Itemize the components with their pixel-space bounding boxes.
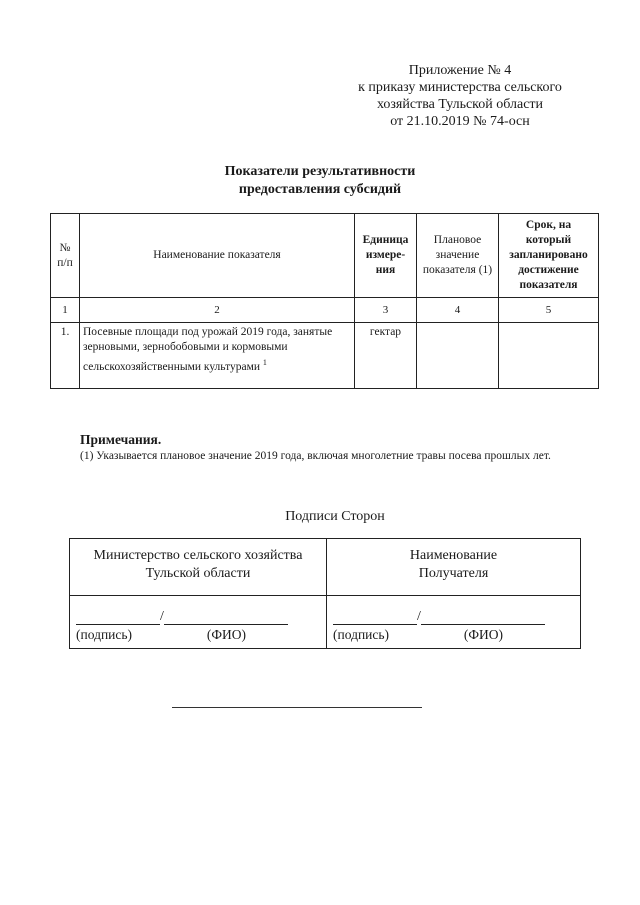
column-number: 1: [51, 298, 80, 323]
appendix-date: от 21.10.2019 № 74-осн: [390, 114, 530, 129]
header-unit: Единица измере-ния: [355, 214, 417, 298]
row-num: 1.: [51, 323, 80, 389]
fio-blank: [421, 608, 545, 625]
parties-row: [70, 539, 581, 596]
header-num: № п/п: [51, 214, 80, 298]
signature-blank: [333, 608, 417, 625]
fio-label: (ФИО): [206, 627, 246, 642]
table-header-row: [51, 214, 599, 298]
fio-label: (ФИО): [463, 627, 503, 642]
left-party-line-2: Тульской области: [145, 566, 251, 581]
slash: /: [160, 609, 164, 624]
appendix-block: [340, 62, 580, 130]
right-signature-labels: [333, 627, 503, 643]
fio-blank: [164, 608, 288, 625]
slash: /: [417, 609, 421, 624]
column-number: 5: [499, 298, 599, 323]
left-signature-line: [76, 601, 320, 625]
right-party: [327, 539, 581, 596]
closing-divider: [172, 707, 422, 708]
header-term: Срок, на который запланировано достижение показателя: [499, 214, 599, 298]
header-plan: Плановое значение показателя (1): [417, 214, 499, 298]
right-party-line-2: Получателя: [418, 566, 489, 581]
left-signature-labels: [76, 627, 246, 643]
column-number: 4: [417, 298, 499, 323]
title-line-2: предоставления субсидий: [238, 182, 402, 197]
row-term: [499, 323, 599, 389]
title-line-1: Показатели результативности: [224, 164, 416, 179]
row-name-text: Посевные площади под урожай 2019 года, занятые зерновыми, зернобобовыми и кормовыми сельскохозяйственными культурами: [83, 326, 333, 373]
appendix-ministry: хозяйства Тульской области: [376, 97, 544, 112]
indicators-table: [50, 213, 599, 389]
column-number: 2: [80, 298, 355, 323]
row-unit: гектар: [355, 323, 417, 389]
signature-row: [70, 596, 581, 649]
signatures-title: Подписи Сторон: [285, 509, 385, 524]
left-party: [70, 539, 327, 596]
header-name: Наименование показателя: [80, 214, 355, 298]
row-name: [80, 323, 355, 389]
sign-label: (подпись): [333, 627, 390, 642]
left-signature-cell: [70, 596, 327, 649]
notes-title: Примечания.: [80, 432, 162, 447]
sign-label: (подпись): [76, 627, 133, 642]
notes-text: (1) Указывается плановое значение 2019 года, включая многолетние травы посева прошлых лет.: [80, 450, 551, 462]
appendix-order-ref: к приказу министерства сельского: [358, 80, 562, 95]
row-footnote-mark: 1: [262, 358, 267, 367]
signature-blank: [76, 608, 160, 625]
right-signature-cell: [327, 596, 581, 649]
left-party-line-1: Министерство сельского хозяйства: [93, 548, 303, 563]
table-row: [51, 323, 599, 389]
right-party-line-1: Наименование: [409, 548, 498, 563]
column-number: 3: [355, 298, 417, 323]
column-number-row: [51, 298, 599, 323]
signatures-table: [69, 538, 581, 649]
document-title: [160, 163, 480, 199]
row-plan: [417, 323, 499, 389]
right-signature-line: [333, 601, 574, 625]
appendix-number: Приложение № 4: [408, 63, 512, 78]
